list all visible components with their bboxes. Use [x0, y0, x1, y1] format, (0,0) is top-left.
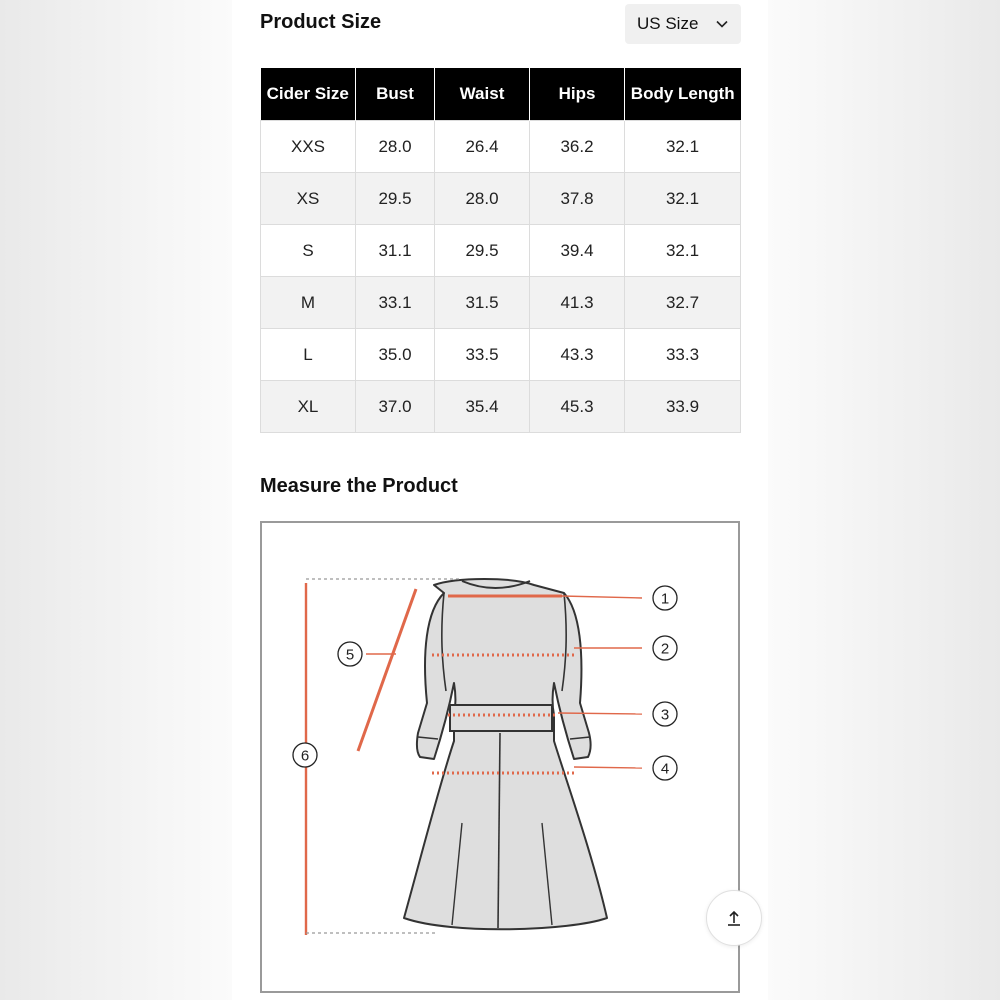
product-size-title: Product Size	[260, 11, 382, 33]
scroll-to-top-button[interactable]	[706, 890, 762, 946]
marker-4	[653, 756, 677, 780]
table-row	[261, 225, 741, 277]
table-cell: 33.5	[435, 329, 530, 381]
table-row	[261, 277, 741, 329]
dress-shape	[404, 579, 607, 929]
marker-3	[653, 702, 677, 726]
measurement-diagram	[260, 521, 740, 993]
table-cell: 28.0	[435, 173, 530, 225]
column-header: Cider Size	[261, 68, 356, 121]
marker-5	[338, 642, 362, 666]
column-header: Bust	[356, 68, 435, 121]
table-cell: S	[261, 225, 356, 277]
table-cell: 31.1	[356, 225, 435, 277]
column-header: Hips	[530, 68, 625, 121]
table-cell: XL	[261, 381, 356, 433]
size-unit-selected: US Size	[637, 14, 699, 33]
leader-line	[574, 767, 642, 768]
table-cell: 41.3	[530, 277, 625, 329]
leader-line	[558, 713, 642, 714]
table-cell: 29.5	[435, 225, 530, 277]
column-header: Waist	[435, 68, 530, 121]
table-cell: 29.5	[356, 173, 435, 225]
marker-label: 3	[660, 706, 670, 724]
marker-6	[293, 743, 317, 767]
table-cell: 39.4	[530, 225, 625, 277]
marker-label: 1	[660, 590, 670, 608]
table-cell: 33.9	[625, 381, 741, 433]
table-row	[261, 381, 741, 433]
table-cell: 37.0	[356, 381, 435, 433]
table-cell: 35.4	[435, 381, 530, 433]
arrow-up-icon	[724, 908, 744, 928]
table-cell: 45.3	[530, 381, 625, 433]
table-cell: 43.3	[530, 329, 625, 381]
marker-1	[653, 586, 677, 610]
background-right	[768, 0, 1000, 1000]
table-cell: 32.1	[625, 173, 741, 225]
table-row	[261, 329, 741, 381]
marker-label: 5	[345, 646, 355, 664]
table-cell: 33.3	[625, 329, 741, 381]
table-header-row	[261, 68, 741, 121]
table-cell: 26.4	[435, 121, 530, 173]
table-cell: 32.1	[625, 225, 741, 277]
table-cell: XXS	[261, 121, 356, 173]
background-left	[0, 0, 232, 1000]
table-cell: 36.2	[530, 121, 625, 173]
table-cell: L	[261, 329, 356, 381]
marker-label: 4	[660, 760, 670, 778]
leader-line	[562, 596, 642, 598]
measure-line-sleeve	[358, 589, 416, 751]
column-header: Body Length	[625, 68, 741, 121]
size-guide-panel	[232, 0, 768, 1000]
size-unit-dropdown[interactable]	[625, 4, 741, 44]
table-cell: XS	[261, 173, 356, 225]
dress-waistband	[450, 705, 552, 731]
table-row	[261, 173, 741, 225]
table-cell: 32.7	[625, 277, 741, 329]
marker-2	[653, 636, 677, 660]
table-cell: 31.5	[435, 277, 530, 329]
table-cell: 33.1	[356, 277, 435, 329]
chevron-down-icon	[715, 17, 729, 31]
marker-label: 2	[660, 640, 670, 658]
table-row	[261, 121, 741, 173]
table-cell: M	[261, 277, 356, 329]
measure-product-title: Measure the Product	[260, 475, 458, 497]
marker-label: 6	[300, 747, 310, 765]
table-cell: 37.8	[530, 173, 625, 225]
table-cell: 28.0	[356, 121, 435, 173]
table-cell: 32.1	[625, 121, 741, 173]
dress-illustration	[262, 523, 738, 991]
size-chart-table	[260, 68, 741, 433]
table-cell: 35.0	[356, 329, 435, 381]
